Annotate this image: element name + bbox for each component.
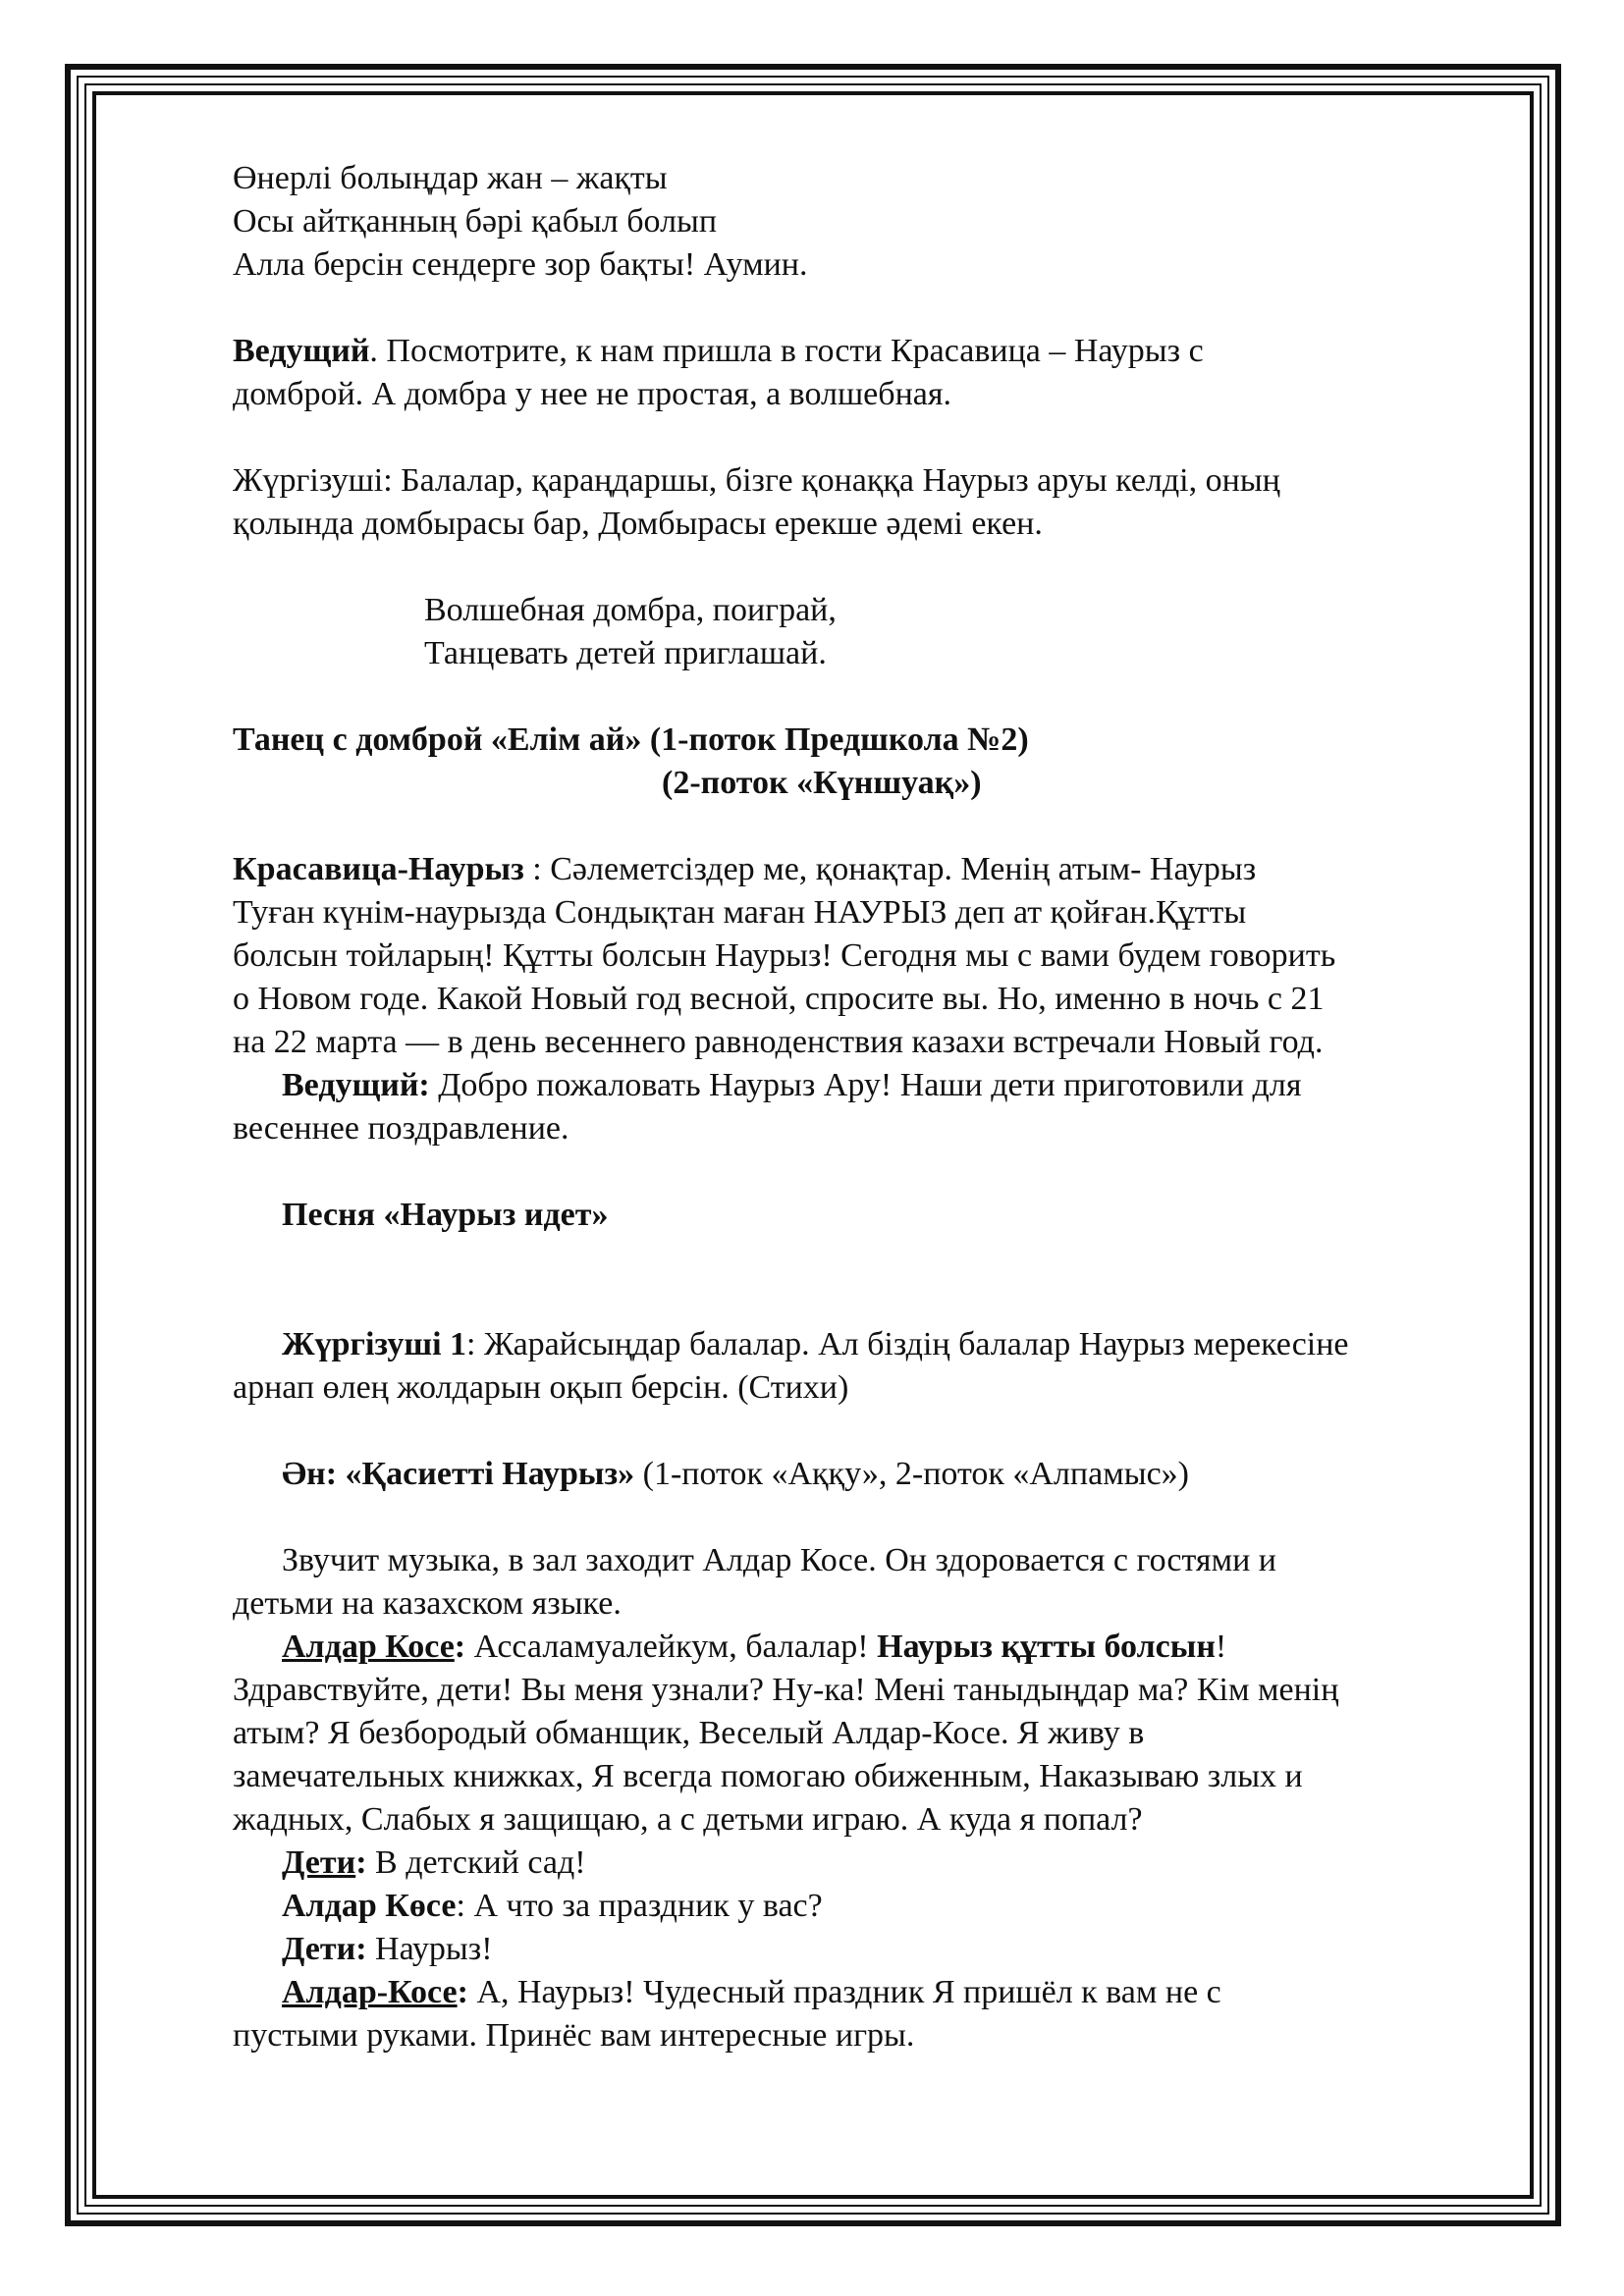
children-reply-1: Дети: В детский сад! bbox=[282, 1844, 586, 1881]
speaker-label: Алдар Көсе bbox=[282, 1888, 457, 1924]
host-paragraph-ru bbox=[233, 330, 1519, 416]
speaker-label: Ведущий bbox=[233, 333, 370, 369]
blessing-verse bbox=[233, 157, 1519, 287]
speaker-label: Дети: bbox=[282, 1844, 367, 1881]
aldar-kose-games bbox=[233, 1971, 1519, 2057]
text-line: қолында домбырасы бар, Домбырасы ерекше әдемі екен. bbox=[233, 506, 1043, 542]
text-line: Өнерлі болыңдар жан – жақты bbox=[233, 160, 668, 196]
text-line: атым? Я безбородый обманщик, Веселый Алдар-Косе. Я живу в bbox=[233, 1715, 1145, 1751]
text-line: весеннее поздравление. bbox=[233, 1110, 569, 1147]
aldar-kose-question: Алдар Көсе: А что за праздник у вас? bbox=[282, 1888, 823, 1924]
text-line: Алдар-Косе: А, Наурыз! Чудесный праздник Я пришёл к вам не с bbox=[282, 1974, 1221, 2010]
children-reply-2: Дети: Наурыз! bbox=[282, 1931, 493, 1967]
text-line: Осы айтқанның бәрі қабыл болып bbox=[233, 203, 718, 240]
krasavica-paragraph bbox=[233, 848, 1519, 1064]
text-line: Ведущий. Посмотрите, к нам пришла в гости Красавица – Наурыз с bbox=[233, 333, 1204, 369]
speaker-label: Красавица-Наурыз bbox=[233, 851, 524, 887]
text-line: о Новом годе. Какой Новый год весной, спросите вы. Но, именно в ночь с 21 bbox=[233, 981, 1325, 1017]
text-line: Алдар Косе: Ассаламуалейкум, балалар! Наурыз құтты болсын! bbox=[282, 1629, 1227, 1665]
text-line: Звучит музыка, в зал заходит Алдар Косе. Он здоровается с гостями и bbox=[282, 1542, 1276, 1578]
text-line: на 22 марта — в день весеннего равноденствия казахи встречали Новый год. bbox=[233, 1024, 1324, 1060]
text-line: Алла берсін сендерге зор бақты! Аумин. bbox=[233, 246, 808, 283]
speaker-label: Алдар-Косе: bbox=[282, 1974, 468, 2010]
speaker-label: Алдар Косе: bbox=[282, 1629, 466, 1665]
text-line: арнап өлең жолдарын оқып берсін. (Стихи) bbox=[233, 1369, 849, 1406]
text-line: замечательных книжках, Я всегда помогаю обиженным, Наказываю злых и bbox=[233, 1758, 1303, 1794]
host-paragraph-kz bbox=[233, 459, 1519, 546]
document-body bbox=[233, 157, 1519, 2057]
text-line: Здравствуйте, дети! Вы меня узнали? Ну-ка! Мені таныдыңдар ма? Кім менің bbox=[233, 1672, 1339, 1708]
text-line: Красавица-Наурыз : Сәлеметсіздер ме, қонақтар. Менің атым- Наурыз bbox=[233, 851, 1257, 887]
text-line: Волшебная домбра, поиграй, bbox=[424, 592, 837, 628]
text-line: жадных, Слабых я защищаю, а с детьми играю. А куда я попал? bbox=[233, 1801, 1143, 1838]
text-line: (2-поток «Күншуақ») bbox=[662, 765, 982, 801]
host1-paragraph bbox=[233, 1323, 1519, 1410]
text-line: болсын тойларың! Құтты болсын Наурыз! Сегодня мы с вами будем говорить bbox=[233, 937, 1336, 974]
text-line: Жүргізуші: Балалар, қараңдаршы, бізге қонаққа Наурыз аруы келді, оның bbox=[233, 462, 1280, 499]
text-line: Жүргізуші 1: Жарайсыңдар балалар. Ал біздің балалар Наурыз мерекесіне bbox=[282, 1326, 1349, 1362]
text-line: Танец с домброй «Елім ай» (1-поток Предшкола №2) bbox=[233, 721, 1029, 758]
text-line: Туған күнім-наурызда Сондықтан маған НАУРЫЗ деп ат қойған.Құтты bbox=[233, 894, 1247, 931]
speaker-label: Дети: bbox=[282, 1931, 367, 1967]
music-remark bbox=[233, 1539, 1519, 1626]
song-heading: Песня «Наурыз идет» bbox=[282, 1197, 609, 1233]
aldar-kose-speech bbox=[233, 1626, 1519, 1842]
host-welcome-paragraph bbox=[233, 1064, 1519, 1150]
text-line: домброй. А домбра у нее не простая, а волшебная. bbox=[233, 376, 951, 412]
text-line: пустыми руками. Принёс вам интересные игры. bbox=[233, 2017, 915, 2054]
song-an-heading: Ән: «Қасиетті Наурыз» (1-поток «Аққу», 2-поток «Алпамыс») bbox=[282, 1456, 1189, 1492]
speaker-label: Жүргізуші 1 bbox=[282, 1326, 467, 1362]
speaker-label: Ведущий: bbox=[282, 1067, 430, 1103]
text-line: Танцевать детей приглашай. bbox=[424, 635, 827, 671]
dombra-poem bbox=[233, 589, 1519, 675]
text-line: Ведущий: Добро пожаловать Наурыз Ару! Наши дети приготовили для bbox=[282, 1067, 1302, 1103]
text-line: детьми на казахском языке. bbox=[233, 1585, 622, 1622]
dance-heading bbox=[233, 719, 1519, 805]
